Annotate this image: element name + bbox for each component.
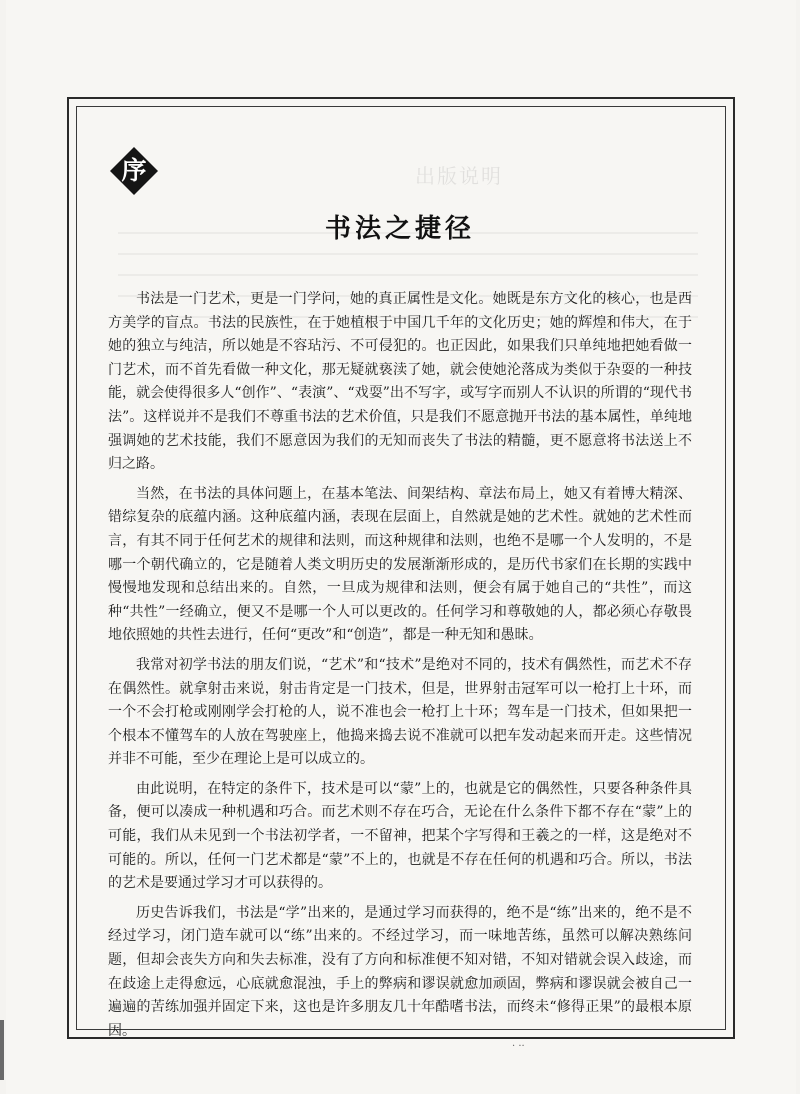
body-text [108,288,692,1049]
paragraph-2: 当然，在书法的具体问题上，在基本笔法、间架结构、章法布局上，她又有着博大精深、错综复杂的底蕴内涵。这种底蕴内涵，表现在层面上，自然就是她的艺术性。就她的艺术性而言，有其不同于任何艺术的规律和法则，而这种规律和法则，也绝不是哪一个人发明的，不是哪一个朝代确立的，它是随着人类文明历史的发展渐渐形成的，是历代书家们在长期的实践中慢慢地发现和总结出来的。自然，一旦成为规律和法则，便会有属于她自己的“共性”，而这种“共性”一经确立，便又不是哪一个人可以更改的。任何学习和尊敬她的人，都必须心存敬畏地依照她的共性去进行，任何“更改”和“创造”，都是一种无知和愚昧。 [108,485,692,644]
page-title: 书法之捷径 [324,214,475,244]
preface-label: 序 [121,156,147,185]
paragraph-4: 由此说明，在特定的条件下，技术是可以“蒙”上的，也就是它的偶然性，只要各种条件具备，便可以凑成一种机遇和巧合。而艺术则不存在巧合，无论在什么条件下都不存在“蒙”上的可能，我们从未见到一个书法初学者，一不留神，把某个字写得和王羲之的一样，这是绝对不可能的。所以，任何一门艺术都是“蒙”不上的，也就是不存在任何的机遇和巧合。所以，书法的艺术是要通过学习才可以获得的。 [108,780,692,892]
binding-edge [0,1020,4,1080]
show-through-line [118,274,698,276]
paragraph-5: 历史告诉我们，书法是“学”出来的，是通过学习而获得的，绝不是“练”出来的，绝不是不经过学习，闭门造车就可以“练”出来的。不经过学习，而一味地苦练，虽然可以解决熟练问题，但却会丧失方向和失去标准，没有了方向和标准便不知对错，不知对错就会误入歧途，而在歧途上走得愈远，心底就愈混浊，手上的弊病和谬误就愈加顽固，弊病和谬误就会被自己一遍遍的苦练加强并固定下来，这也是许多朋友几十年酷嗜书法，而终未“修得正果”的最根本原因。 [108,904,692,1039]
show-through-line [118,253,698,255]
paragraph-3: 我常对初学书法的朋友们说，“艺术”和“技术”是绝对不同的，技术有偶然性，而艺术不存在偶然性。就拿射击来说，射击肯定是一门技术，但是，世界射击冠军可以一枪打上十环，而一个不会打枪或刚刚学会打枪的人，说不准也会一枪打上十环；驾车是一门技术，但如果把一个根本不懂驾车的人放在驾驶座上，他捣来捣去说不准就可以把车发动起来而开走。这些情况并非不可能，至少在理论上是可以成立的。 [108,656,692,768]
paragraph-1: 书法是一门艺术，更是一门学问，她的真正属性是文化。她既是东方文化的核心，也是西方美学的盲点。书法的民族性，在于她植根于中国几千年的文化历史；她的辉煌和伟大，在于她的独立与纯洁，所以她是不容玷污、不可侵犯的。也正因此，如果我们只单纯地把她看做一门艺术，而不首先看做一种文化，那无疑就亵渎了她，就会使她沦落成为类似于杂耍的一种技能，就会使得很多人“创作”、“表演”、“戏耍”出不写字，或写字而别人不认识的所谓的“现代书法”。这样说并不是我们不尊重书法的艺术价值，只是我们不愿意抛开书法的基本属性，单纯地强调她的艺术技能，我们不愿意因为我们的无知而丧失了书法的精髓，更不愿意将书法送上不归之路。 [108,291,692,473]
preface-badge [110,147,158,195]
show-through-heading: 出版说明 [415,164,503,188]
scan-dots: · ·· [512,1041,525,1052]
